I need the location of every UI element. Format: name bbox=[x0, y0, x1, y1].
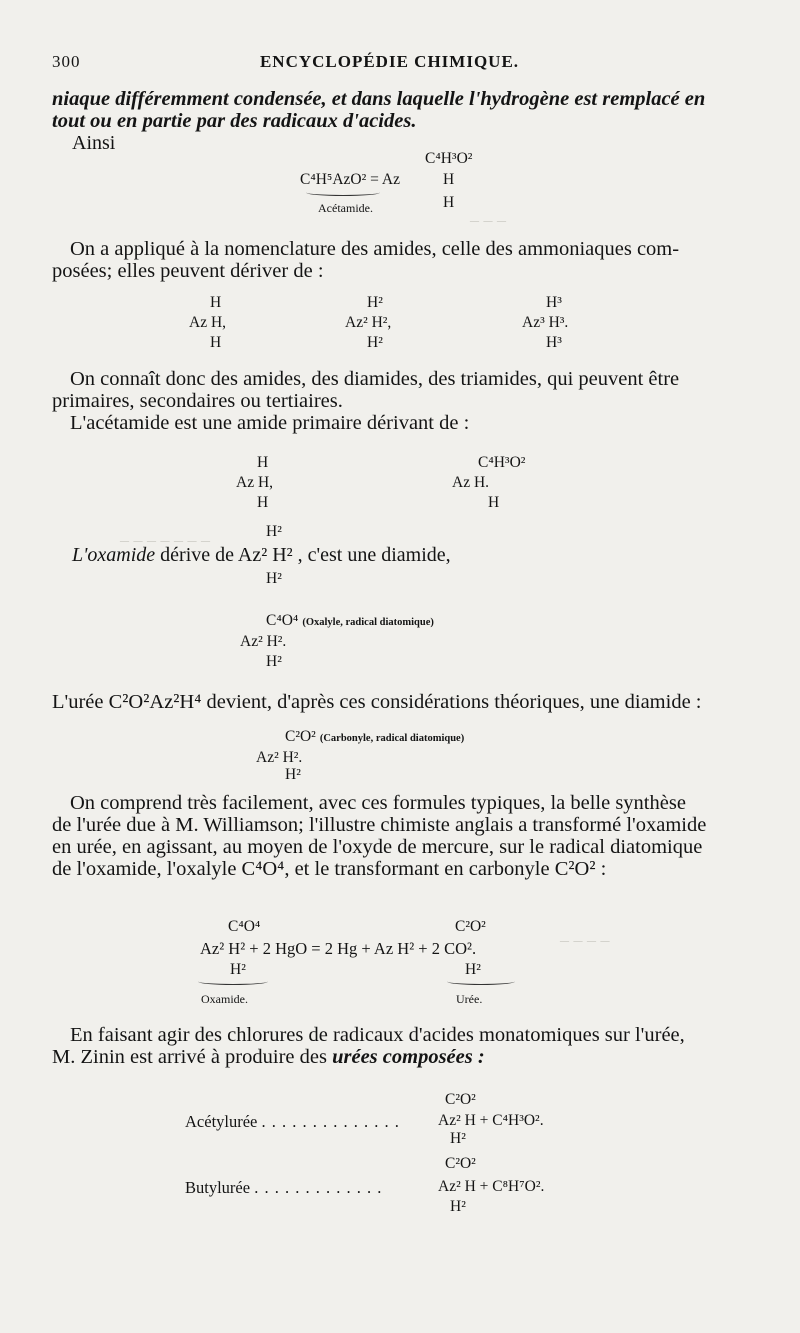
deriv-main: Az H, bbox=[236, 474, 274, 491]
deriv-h: H bbox=[488, 494, 500, 511]
intro-line-2: tout ou en partie par des radicaux d'acides. bbox=[52, 110, 417, 132]
oxalyl-line bbox=[266, 612, 434, 630]
urea-row bbox=[185, 1112, 400, 1132]
leader-dots: . . . . . . . . . . . . . bbox=[254, 1178, 383, 1197]
eq-h2: H² bbox=[230, 961, 246, 978]
bleed-through-mark: – – – bbox=[470, 210, 506, 230]
oxamide-h2: H² bbox=[266, 653, 282, 670]
oxamide-label: Oxamide. bbox=[201, 992, 248, 1006]
formula-main: C⁴H⁵AzO² = Az bbox=[300, 171, 400, 188]
running-title: ENCYCLOPÉDIE CHIMIQUE. bbox=[259, 52, 520, 71]
oxalyl-formula: C⁴O⁴ bbox=[266, 612, 299, 629]
deriv-substituent: C⁴H³O² bbox=[478, 454, 526, 471]
urea-top: C²O² bbox=[445, 1091, 476, 1108]
formula-h: H bbox=[443, 194, 455, 211]
type-h: H bbox=[210, 294, 222, 311]
formula-substituent: C⁴H³O² bbox=[425, 150, 473, 167]
type-main: Az³ H³. bbox=[522, 314, 569, 331]
underbrace bbox=[447, 978, 515, 985]
eq-c4o4: C⁴O⁴ bbox=[228, 918, 261, 935]
para-line: En faisant agir des chlorures de radicaux d'acides monatomiques sur l'urée, bbox=[70, 1024, 685, 1046]
para-line: On a appliqué à la nomenclature des amides, celle des ammoniaques com- bbox=[70, 238, 680, 260]
oxamide-name: L'oxamide bbox=[72, 544, 156, 566]
deriv-h: H bbox=[257, 494, 269, 511]
oxamide-az: Az² H². bbox=[240, 633, 287, 650]
uree-h2: H² bbox=[285, 766, 301, 783]
page-header bbox=[52, 52, 727, 76]
para-text: M. Zinin est arrivé à produire des bbox=[52, 1046, 327, 1068]
urea-bottom: H² bbox=[450, 1198, 466, 1215]
carbonyl-line bbox=[285, 728, 464, 746]
oxamide-sentence bbox=[72, 544, 451, 567]
bleed-through-mark: – – – – bbox=[560, 930, 610, 950]
carbonyl-note: (Carbonyle, radical diatomique) bbox=[319, 733, 465, 744]
nomenclature-paragraph bbox=[52, 238, 727, 282]
type-h: H bbox=[210, 334, 222, 351]
urea-formula: Az² H + C⁴H³O². bbox=[438, 1112, 544, 1129]
williamson-paragraph bbox=[52, 792, 727, 880]
type-main: Az H, bbox=[189, 314, 227, 331]
deriv-h: H bbox=[257, 454, 269, 471]
type-h: H³ bbox=[546, 294, 562, 311]
para-line: posées; elles peuvent dériver de : bbox=[52, 260, 324, 282]
para-line: en urée, en agissant, au moyen de l'oxyde de mercure, sur le radical diatomique bbox=[52, 836, 703, 858]
acetamide-label: Acétamide. bbox=[318, 201, 373, 215]
urea-name: Butylurée bbox=[185, 1178, 251, 1197]
uree-sentence: L'urée C²O²Az²H⁴ devient, d'après ces considérations théoriques, une diamide : bbox=[52, 691, 702, 713]
amides-paragraph bbox=[52, 368, 727, 434]
bleed-through-mark: – – – – – – – bbox=[120, 530, 210, 550]
para-line: de l'oxamide, l'oxalyle C⁴O⁴, et le transformant en carbonyle C²O² : bbox=[52, 858, 607, 880]
underbrace bbox=[306, 189, 380, 196]
intro-paragraph bbox=[52, 88, 727, 132]
uree-az: Az² H². bbox=[256, 749, 303, 766]
leader-dots: . . . . . . . . . . . . . . bbox=[261, 1112, 400, 1131]
eq-c2o2: C²O² bbox=[455, 918, 486, 935]
para-line: On connaît donc des amides, des diamides, des triamides, qui peuvent être bbox=[70, 368, 680, 390]
para-line bbox=[52, 1046, 727, 1068]
type-h: H³ bbox=[546, 334, 562, 351]
urea-top: C²O² bbox=[445, 1155, 476, 1172]
oxalyl-note: (Oxalyle, radical diatomique) bbox=[302, 617, 434, 628]
urea-row bbox=[185, 1178, 382, 1198]
oxamide-text: dérive de Az² H² , c'est une diamide, bbox=[160, 544, 451, 566]
carbonyl-formula: C²O² bbox=[285, 728, 316, 745]
deriv-main: Az H. bbox=[452, 474, 490, 491]
emphasis-text: urées composées : bbox=[332, 1046, 485, 1068]
eq-h2: H² bbox=[465, 961, 481, 978]
ainsi-text: Ainsi bbox=[72, 132, 116, 154]
para-line: On comprend très facilement, avec ces formules typiques, la belle synthèse bbox=[70, 792, 686, 814]
intro-line-1: niaque différemment condensée, et dans laquelle l'hydrogène est remplacé en bbox=[52, 88, 706, 110]
urea-name: Acétylurée bbox=[185, 1112, 258, 1131]
para-line: de l'urée due à M. Williamson; l'illustre chimiste anglais a transformé l'oxamide bbox=[52, 814, 707, 836]
urea-formula: Az² H + C⁸H⁷O². bbox=[438, 1178, 545, 1195]
type-h: H² bbox=[367, 334, 383, 351]
oxamide-h2: H² bbox=[266, 523, 282, 540]
urea-bottom: H² bbox=[450, 1130, 466, 1147]
para-line: primaires, secondaires ou tertiaires. bbox=[52, 390, 343, 412]
underbrace bbox=[198, 978, 268, 985]
formula-h: H bbox=[443, 171, 455, 188]
eq-main: Az² H² + 2 HgO = 2 Hg + Az H² + 2 CO². bbox=[200, 939, 477, 958]
type-h: H² bbox=[367, 294, 383, 311]
para-line: L'acétamide est une amide primaire dérivant de : bbox=[70, 412, 470, 434]
type-main: Az² H², bbox=[345, 314, 392, 331]
page-number: 300 bbox=[52, 52, 81, 71]
zinin-paragraph bbox=[52, 1024, 727, 1068]
oxamide-h2: H² bbox=[266, 570, 282, 587]
uree-label: Urée. bbox=[456, 992, 483, 1006]
